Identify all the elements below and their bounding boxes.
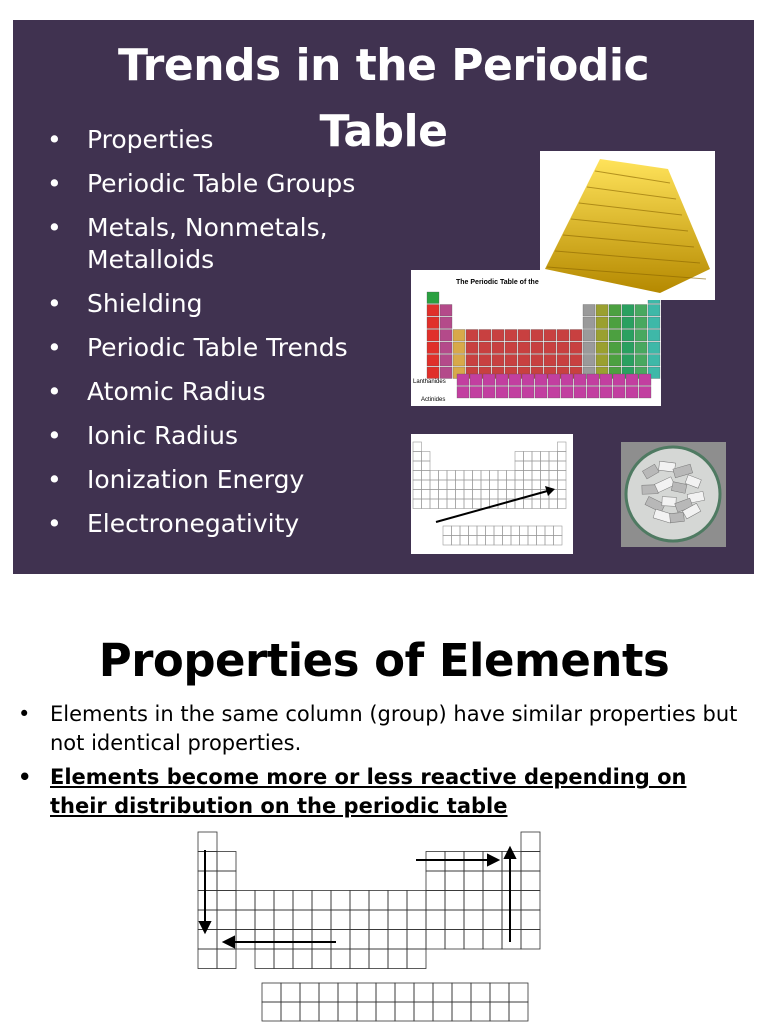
list-item: • Properties bbox=[43, 124, 355, 156]
list-item: • Shielding bbox=[43, 288, 355, 320]
slide-title-line1: Trends in the Periodic bbox=[117, 40, 650, 91]
list-item: • Ionization Energy bbox=[43, 464, 355, 496]
list-item: • Periodic Table Trends bbox=[43, 332, 355, 364]
list-item: • Ionic Radius bbox=[43, 420, 355, 452]
lanthanides-label: Lanthanides bbox=[413, 379, 446, 385]
actinides-label: Actinides bbox=[421, 397, 446, 403]
list-item: • Electronegativity bbox=[43, 508, 355, 540]
periodic-table-outline bbox=[196, 830, 541, 1025]
bullet-reactivity: • Elements become more or less reactive depending on their distribution on the periodic table bbox=[18, 765, 687, 818]
slide-title: Properties of Elements bbox=[98, 634, 670, 687]
list-item: • Metals, Nonmetals, Metalloids bbox=[43, 212, 355, 276]
ptable-title: The Periodic Table of the bbox=[456, 279, 539, 286]
bullet-similar-properties: • Elements in the same column (group) have similar properties but not identical properties. bbox=[18, 702, 738, 755]
slide-trends bbox=[13, 20, 754, 574]
trend-arrow-image bbox=[411, 434, 573, 554]
slide-title-line2: Table bbox=[319, 106, 448, 157]
list-item: • Atomic Radius bbox=[43, 376, 355, 408]
list-item: • Periodic Table Groups bbox=[43, 168, 355, 200]
metal-dish-image bbox=[621, 442, 726, 547]
gold-bars-image bbox=[540, 151, 715, 300]
topic-list bbox=[43, 124, 355, 552]
